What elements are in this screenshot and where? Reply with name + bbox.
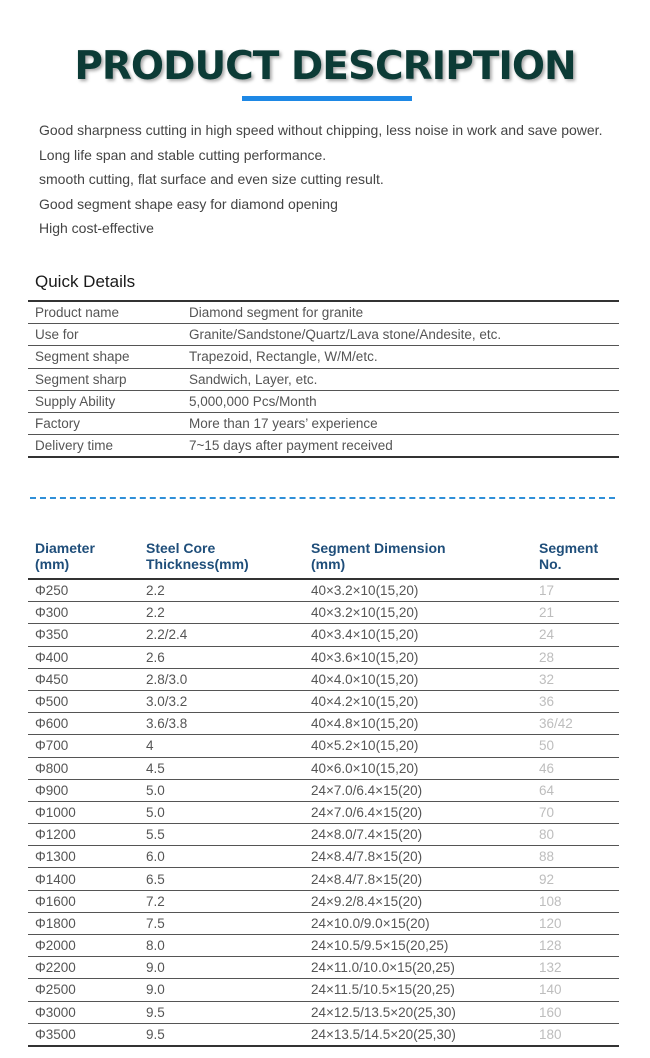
- diameter-cell: Φ1600: [28, 890, 139, 912]
- segment-no-cell: 36/42: [532, 713, 619, 735]
- header-steel-core: Steel Core Thickness(mm): [139, 538, 304, 579]
- segment-no-cell: 160: [532, 1001, 619, 1023]
- segment-dimension-cell: 24×12.5/13.5×20(25,30): [304, 1001, 532, 1023]
- table-row: [28, 324, 619, 346]
- diameter-cell: Φ1300: [28, 846, 139, 868]
- description-item: High cost-effective: [39, 220, 154, 236]
- detail-value: 7~15 days after payment received: [182, 435, 619, 458]
- table-row: [28, 757, 619, 779]
- detail-value: Diamond segment for granite: [182, 301, 619, 324]
- dashed-divider: [30, 497, 615, 499]
- diameter-cell: Φ350: [28, 624, 139, 646]
- segment-no-cell: 17: [532, 579, 619, 602]
- steel-core-cell: 5.0: [139, 779, 304, 801]
- table-row: [28, 779, 619, 801]
- diameter-cell: Φ900: [28, 779, 139, 801]
- segment-no-cell: 140: [532, 979, 619, 1001]
- description-item: Long life span and stable cutting performance.: [39, 146, 327, 163]
- segment-no-cell: 128: [532, 935, 619, 957]
- segment-dimension-cell: 40×4.2×10(15,20): [304, 690, 532, 712]
- spec-header-row: [28, 538, 619, 579]
- diameter-cell: Φ1400: [28, 868, 139, 890]
- steel-core-cell: 9.5: [139, 1001, 304, 1023]
- steel-core-cell: 6.0: [139, 846, 304, 868]
- steel-core-cell: 3.6/3.8: [139, 713, 304, 735]
- detail-label: Delivery time: [28, 435, 182, 458]
- segment-no-cell: 180: [532, 1023, 619, 1046]
- steel-core-cell: 3.0/3.2: [139, 690, 304, 712]
- detail-label: Segment sharp: [28, 368, 182, 390]
- table-row: [28, 624, 619, 646]
- diameter-cell: Φ3500: [28, 1023, 139, 1046]
- table-row: [28, 435, 619, 458]
- segment-dimension-cell: 24×10.5/9.5×15(20,25): [304, 935, 532, 957]
- table-row: [28, 735, 619, 757]
- steel-core-cell: 9.5: [139, 1023, 304, 1046]
- segment-no-cell: 36: [532, 690, 619, 712]
- segment-no-cell: 132: [532, 957, 619, 979]
- segment-no-cell: 92: [532, 868, 619, 890]
- diameter-cell: Φ2500: [28, 979, 139, 1001]
- diameter-cell: Φ1000: [28, 801, 139, 823]
- spec-table: [28, 538, 619, 1047]
- table-row: [28, 1001, 619, 1023]
- segment-no-cell: 32: [532, 668, 619, 690]
- detail-value: 5,000,000 Pcs/Month: [182, 390, 619, 412]
- segment-dimension-cell: 40×4.0×10(15,20): [304, 668, 532, 690]
- segment-dimension-cell: 24×10.0/9.0×15(20): [304, 912, 532, 934]
- table-row: [28, 801, 619, 823]
- segment-no-cell: 28: [532, 646, 619, 668]
- segment-dimension-cell: 24×8.4/7.8×15(20): [304, 846, 532, 868]
- steel-core-cell: 5.5: [139, 824, 304, 846]
- description-item: Good sharpness cutting in high speed without chipping, less noise in work and save power.: [39, 122, 603, 138]
- table-row: [28, 602, 619, 624]
- detail-value: More than 17 years’ experience: [182, 412, 619, 434]
- steel-core-cell: 7.5: [139, 912, 304, 934]
- table-row: [28, 646, 619, 668]
- table-row: [28, 346, 619, 368]
- table-row: [28, 979, 619, 1001]
- segment-dimension-cell: 40×5.2×10(15,20): [304, 735, 532, 757]
- diameter-cell: Φ500: [28, 690, 139, 712]
- table-row: [28, 690, 619, 712]
- steel-core-cell: 8.0: [139, 935, 304, 957]
- detail-label: Product name: [28, 301, 182, 324]
- title-underline: [242, 96, 412, 101]
- segment-dimension-cell: 24×9.2/8.4×15(20): [304, 890, 532, 912]
- table-row: [28, 390, 619, 412]
- steel-core-cell: 2.2/2.4: [139, 624, 304, 646]
- header-segment-no: Segment No.: [532, 538, 619, 579]
- segment-dimension-cell: 40×3.2×10(15,20): [304, 579, 532, 602]
- page-title: PRODUCT DESCRIPTION: [74, 44, 576, 89]
- table-row: [28, 868, 619, 890]
- table-row: [28, 824, 619, 846]
- segment-dimension-cell: 24×11.5/10.5×15(20,25): [304, 979, 532, 1001]
- segment-no-cell: 24: [532, 624, 619, 646]
- segment-dimension-cell: 40×6.0×10(15,20): [304, 757, 532, 779]
- table-row: [28, 846, 619, 868]
- detail-label: Factory: [28, 412, 182, 434]
- steel-core-cell: 2.2: [139, 579, 304, 602]
- table-row: [28, 912, 619, 934]
- diameter-cell: Φ2200: [28, 957, 139, 979]
- steel-core-cell: 9.0: [139, 957, 304, 979]
- detail-value: Granite/Sandstone/Quartz/Lava stone/Andesite, etc.: [182, 324, 619, 346]
- detail-label: Segment shape: [28, 346, 182, 368]
- detail-value: Sandwich, Layer, etc.: [182, 368, 619, 390]
- diameter-cell: Φ250: [28, 579, 139, 602]
- diameter-cell: Φ1200: [28, 824, 139, 846]
- steel-core-cell: 7.2: [139, 890, 304, 912]
- table-row: [28, 368, 619, 390]
- table-row: [28, 713, 619, 735]
- segment-no-cell: 120: [532, 912, 619, 934]
- table-row: [28, 412, 619, 434]
- diameter-cell: Φ1800: [28, 912, 139, 934]
- table-row: [28, 579, 619, 602]
- quick-details-title: Quick Details: [35, 272, 136, 291]
- segment-dimension-cell: 24×8.4/7.8×15(20): [304, 868, 532, 890]
- segment-dimension-cell: 24×8.0/7.4×15(20): [304, 824, 532, 846]
- segment-no-cell: 21: [532, 602, 619, 624]
- table-row: [28, 890, 619, 912]
- segment-no-cell: 108: [532, 890, 619, 912]
- segment-dimension-cell: 24×7.0/6.4×15(20): [304, 779, 532, 801]
- steel-core-cell: 2.8/3.0: [139, 668, 304, 690]
- diameter-cell: Φ300: [28, 602, 139, 624]
- steel-core-cell: 6.5: [139, 868, 304, 890]
- steel-core-cell: 5.0: [139, 801, 304, 823]
- table-row: [28, 1023, 619, 1046]
- diameter-cell: Φ600: [28, 713, 139, 735]
- table-row: [28, 301, 619, 324]
- table-row: [28, 957, 619, 979]
- segment-no-cell: 64: [532, 779, 619, 801]
- diameter-cell: Φ700: [28, 735, 139, 757]
- segment-no-cell: 50: [532, 735, 619, 757]
- steel-core-cell: 2.2: [139, 602, 304, 624]
- segment-dimension-cell: 40×4.8×10(15,20): [304, 713, 532, 735]
- diameter-cell: Φ800: [28, 757, 139, 779]
- detail-value: Trapezoid, Rectangle, W/M/etc.: [182, 346, 619, 368]
- steel-core-cell: 9.0: [139, 979, 304, 1001]
- description-list: [39, 118, 639, 241]
- segment-dimension-cell: 24×11.0/10.0×15(20,25): [304, 957, 532, 979]
- description-item: smooth cutting, flat surface and even size cutting result.: [39, 171, 384, 187]
- segment-no-cell: 80: [532, 824, 619, 846]
- detail-label: Supply Ability: [28, 390, 182, 412]
- segment-no-cell: 88: [532, 846, 619, 868]
- segment-dimension-cell: 40×3.6×10(15,20): [304, 646, 532, 668]
- segment-dimension-cell: 40×3.2×10(15,20): [304, 602, 532, 624]
- description-item: Good segment shape easy for diamond opening: [39, 195, 338, 212]
- segment-no-cell: 70: [532, 801, 619, 823]
- detail-label: Use for: [28, 324, 182, 346]
- diameter-cell: Φ450: [28, 668, 139, 690]
- table-row: [28, 935, 619, 957]
- header-segment-dimension: Segment Dimension (mm): [304, 538, 532, 579]
- segment-dimension-cell: 24×7.0/6.4×15(20): [304, 801, 532, 823]
- segment-no-cell: 46: [532, 757, 619, 779]
- diameter-cell: Φ400: [28, 646, 139, 668]
- segment-dimension-cell: 40×3.4×10(15,20): [304, 624, 532, 646]
- steel-core-cell: 4: [139, 735, 304, 757]
- diameter-cell: Φ3000: [28, 1001, 139, 1023]
- steel-core-cell: 4.5: [139, 757, 304, 779]
- quick-details-table: [28, 300, 619, 458]
- table-row: [28, 668, 619, 690]
- diameter-cell: Φ2000: [28, 935, 139, 957]
- segment-dimension-cell: 24×13.5/14.5×20(25,30): [304, 1023, 532, 1046]
- steel-core-cell: 2.6: [139, 646, 304, 668]
- header-diameter: Diameter (mm): [28, 538, 139, 579]
